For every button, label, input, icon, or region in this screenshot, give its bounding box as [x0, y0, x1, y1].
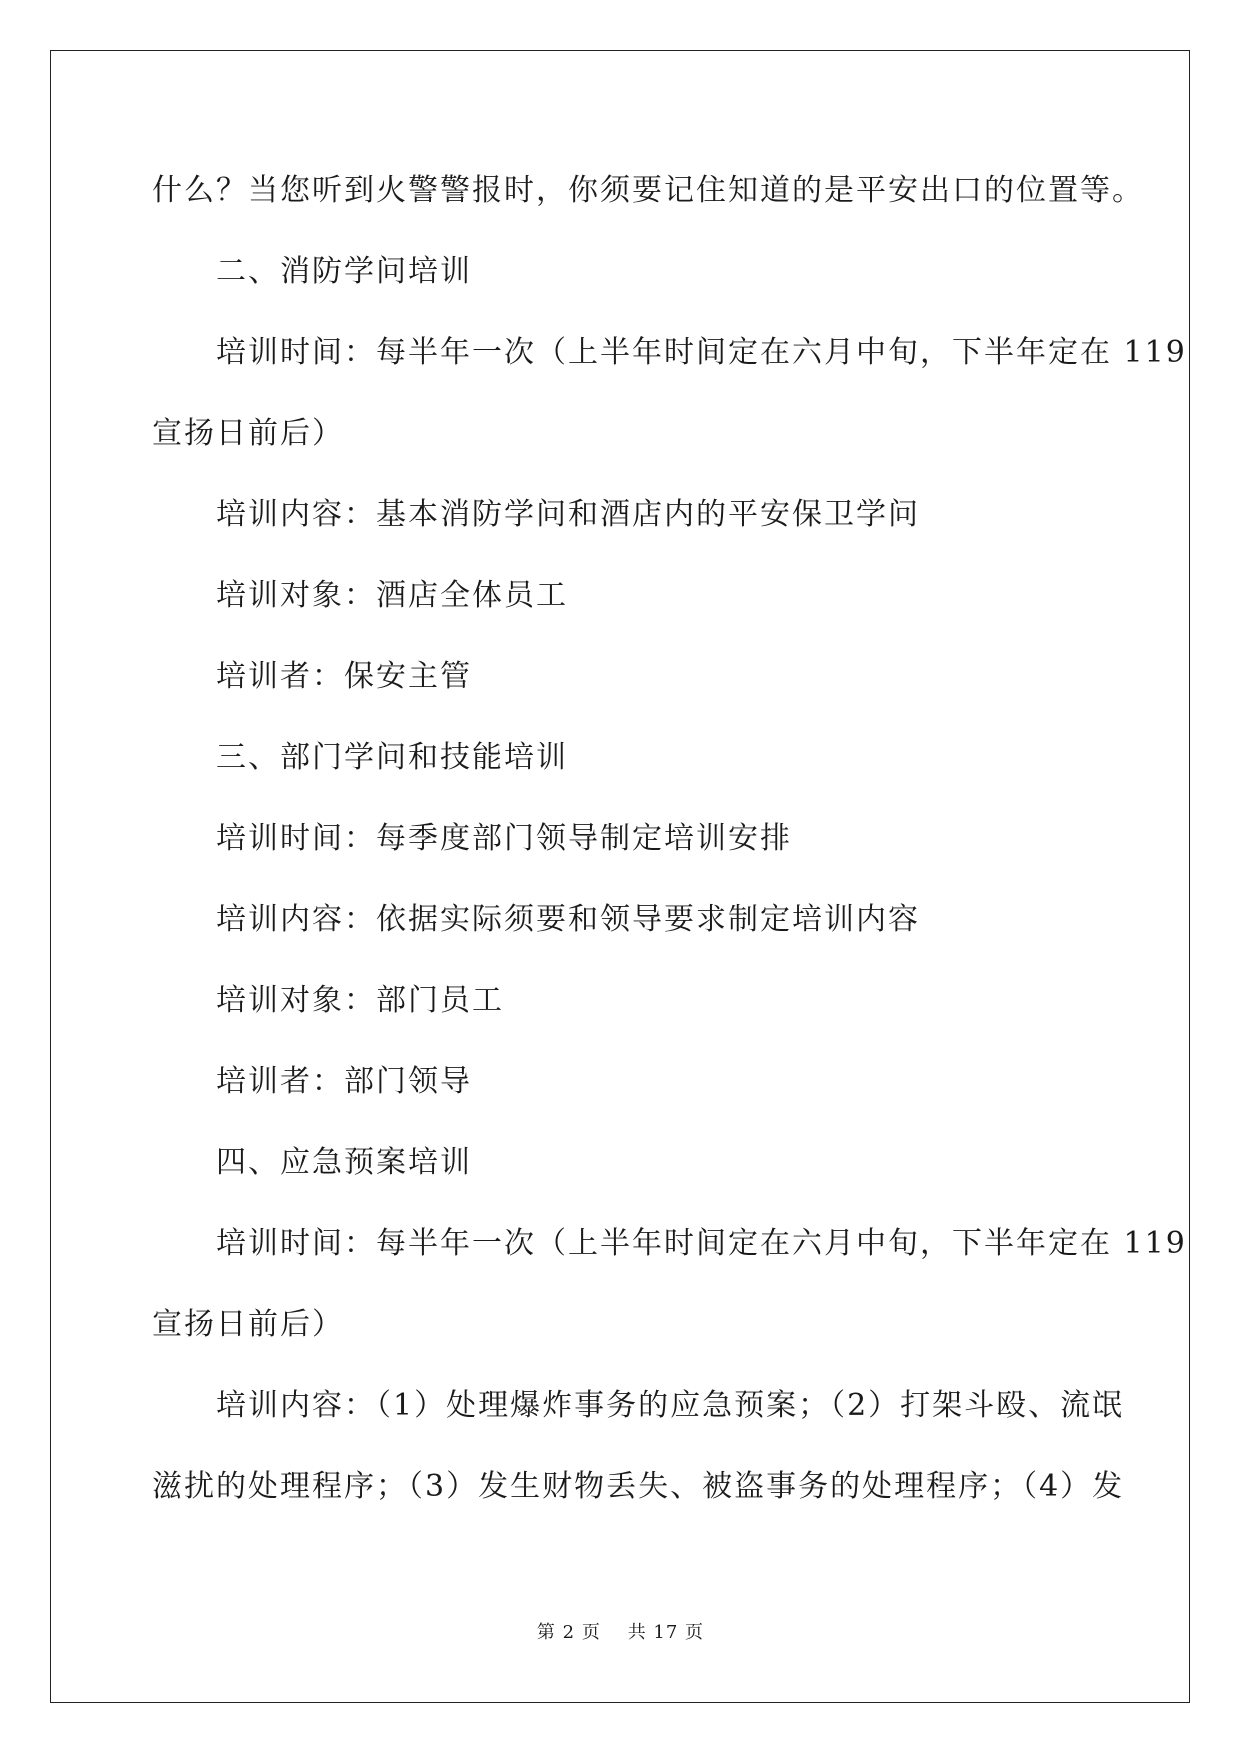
- text-line-5: 培训内容：基本消防学问和酒店内的平安保卫学问: [216, 497, 920, 532]
- text-line-17: 滋扰的处理程序；（3）发生财物丢失、被盗事务的处理程序；（4）发: [152, 1469, 1125, 1504]
- text-line-10: 培训内容：依据实际须要和领导要求制定培训内容: [216, 902, 920, 937]
- text-line-4: 宣扬日前后）: [152, 416, 344, 451]
- text-line-14: 培训时间：每半年一次（上半年时间定在六月中旬，下半年定在 119: [216, 1226, 1187, 1261]
- text-line-16: 培训内容：（1）处理爆炸事务的应急预案；（2）打架斗殴、流氓: [216, 1388, 1125, 1423]
- text-line-1: 什么？当您听到火警警报时，你须要记住知道的是平安出口的位置等。: [152, 173, 1144, 208]
- section-heading-fire-knowledge: 二、消防学问培训: [216, 254, 472, 289]
- text-line-7: 培训者：保安主管: [216, 659, 472, 694]
- document-body: [152, 161, 1187, 1538]
- text-line-3: 培训时间：每半年一次（上半年时间定在六月中旬，下半年定在 119: [216, 335, 1187, 370]
- text-line-9: 培训时间：每季度部门领导制定培训安排: [216, 821, 792, 856]
- section-heading-department-skills: 三、部门学问和技能培训: [216, 740, 568, 775]
- text-line-12: 培训者：部门领导: [216, 1064, 472, 1099]
- text-line-15: 宣扬日前后）: [152, 1307, 344, 1342]
- page-number-footer: 第 2 页 共 17 页: [536, 1622, 705, 1643]
- section-heading-emergency-plan: 四、应急预案培训: [216, 1145, 472, 1180]
- text-line-6: 培训对象：酒店全体员工: [216, 578, 568, 613]
- text-line-11: 培训对象：部门员工: [216, 983, 504, 1018]
